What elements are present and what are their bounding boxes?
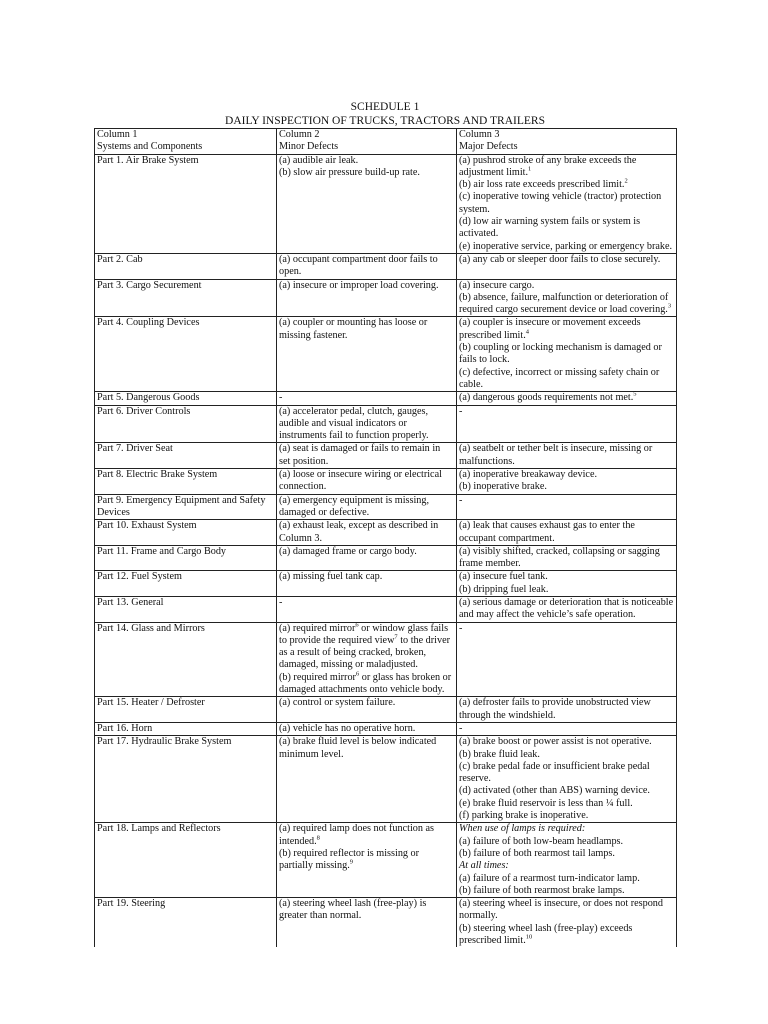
minor-defect-item: (a) accelerator pedal, clutch, gauges, audible and visual indicators or instruments fail to function properly. (279, 405, 429, 442)
defect-text: (d) low air warning system fails or system is activated. (459, 216, 641, 240)
minor-defects-cell (277, 253, 457, 279)
minor-defects-cell (277, 622, 457, 697)
major-defect-item (459, 584, 674, 596)
defect-text: (b) required reflector is missing or partially missing. (279, 847, 420, 872)
defect-text: (e) brake fluid reservoir is less than ¼ full. (459, 797, 633, 809)
table-row (95, 469, 677, 495)
part-label: Part 16. Horn (97, 722, 153, 734)
part-label: Part 2. Cab (97, 253, 143, 265)
header-column-1: Column 1 Systems and Components (95, 129, 277, 155)
minor-defects-cell (277, 154, 457, 253)
minor-defect-item: (a) occupant compartment door fails to open. (279, 253, 438, 278)
minor-defect-item (279, 623, 454, 672)
part-label: Part 11. Frame and Cargo Body (97, 545, 227, 557)
minor-defect-item: - (279, 392, 283, 404)
defect-text: - (459, 622, 463, 634)
defect-text: (a) visibly shifted, cracked, collapsing or sagging frame member. (459, 545, 660, 570)
minor-defect-item: - (279, 596, 283, 608)
minor-defects-cell (277, 823, 457, 898)
document-page (94, 100, 676, 947)
defect-text: (b) required mirror (279, 671, 356, 683)
minor-defects-cell (277, 736, 457, 823)
major-defect-item (459, 860, 674, 872)
system-component-cell (95, 571, 277, 597)
major-defect-item (459, 848, 674, 860)
table-row (95, 494, 677, 520)
schedule-subtitle: DAILY INSPECTION OF TRUCKS, TRACTORS AND TRAILERS (225, 115, 545, 127)
major-defects-cell (457, 736, 677, 823)
part-label: Part 4. Coupling Devices (97, 317, 200, 329)
major-defect-item (459, 406, 674, 418)
major-defect-item (459, 241, 674, 253)
defect-text: (b) air loss rate exceeds prescribed limit. (459, 179, 625, 191)
table-row (95, 279, 677, 317)
table-row (95, 253, 677, 279)
major-defect-item (459, 155, 674, 180)
footnote-ref: 5 (633, 390, 637, 398)
part-label: Part 10. Exhaust System (97, 520, 197, 532)
major-defect-item (459, 280, 674, 292)
minor-defect-item: (a) brake fluid level is below indicated minimum level. (279, 736, 437, 760)
defect-text: (b) steering wheel lash (free-play) exceeds prescribed limit. (459, 922, 633, 946)
table-row (95, 736, 677, 823)
system-component-cell (95, 545, 277, 571)
table-row (95, 697, 677, 723)
major-defects-cell (457, 469, 677, 495)
major-defect-item (459, 191, 674, 216)
major-defects-cell (457, 545, 677, 571)
defect-text: (b) dripping fuel leak. (459, 583, 549, 595)
minor-defects-cell (277, 392, 457, 405)
table-row (95, 392, 677, 405)
major-defects-cell (457, 443, 677, 469)
minor-defect-item: (a) missing fuel tank cap. (279, 571, 383, 583)
major-defect-item (459, 520, 674, 545)
major-defect-item (459, 179, 674, 191)
footnote-ref: 7 (394, 633, 398, 641)
minor-defect-item: (a) audible air leak. (279, 154, 359, 166)
major-defects-cell (457, 154, 677, 253)
minor-defects-cell (277, 469, 457, 495)
major-defect-item (459, 623, 674, 635)
defect-text: (a) required lamp does not function as intended. (279, 823, 435, 847)
table-body (95, 154, 677, 947)
major-defects-cell (457, 392, 677, 405)
defect-text: (a) insecure fuel tank. (459, 571, 548, 583)
defect-text: (a) steering wheel is insecure, or does not respond normally. (459, 898, 663, 922)
table-row (95, 823, 677, 898)
major-defect-item (459, 898, 674, 923)
inspection-table (94, 128, 677, 947)
minor-defect-item: (a) coupler or mounting has loose or missing fastener. (279, 317, 428, 341)
defect-text: (b) brake fluid leak. (459, 748, 540, 760)
defect-text: (a) failure of both low-beam headlamps. (459, 835, 624, 847)
major-defects-cell (457, 520, 677, 546)
minor-defects-cell (277, 279, 457, 317)
system-component-cell (95, 722, 277, 735)
part-label: Part 7. Driver Seat (97, 443, 173, 455)
system-component-cell (95, 154, 277, 253)
part-label: Part 12. Fuel System (97, 571, 182, 583)
major-defect-item (459, 367, 674, 392)
table-row (95, 622, 677, 697)
defect-text: or glass has broken or damaged attachments onto vehicle body. (279, 671, 452, 696)
part-label: Part 9. Emergency Equipment and Safety Devices (97, 494, 266, 518)
footnote-ref: 4 (525, 328, 530, 336)
major-defects-cell (457, 494, 677, 520)
defect-text: (a) defroster fails to provide unobstructed view through the windshield. (459, 697, 651, 721)
major-defect-item (459, 254, 674, 266)
system-component-cell (95, 622, 277, 697)
defect-text: When use of lamps is required: (459, 823, 586, 835)
minor-defect-item: (a) steering wheel lash (free-play) is greater than normal. (279, 898, 427, 922)
minor-defect-item: (b) slow air pressure build-up rate. (279, 166, 420, 178)
table-row (95, 596, 677, 622)
defect-text: (a) failure of a rearmost turn-indicator lamp. (459, 872, 640, 884)
table-row (95, 317, 677, 392)
footnote-ref: 10 (525, 933, 533, 941)
major-defect-item (459, 810, 674, 822)
major-defects-cell (457, 317, 677, 392)
defect-text: (c) brake pedal fade or insufficient brake pedal reserve. (459, 760, 650, 785)
defect-text: (a) brake boost or power assist is not operative. (459, 736, 652, 748)
defect-text: At all times: (459, 860, 509, 872)
minor-defect-item: (a) insecure or improper load covering. (279, 279, 439, 291)
defect-text: (a) leak that causes exhaust gas to enter the occupant compartment. (459, 520, 635, 544)
major-defect-item (459, 481, 674, 493)
defect-text: (a) insecure cargo. (459, 279, 535, 291)
major-defects-cell (457, 722, 677, 735)
defect-text: (b) inoperative brake. (459, 481, 547, 493)
system-component-cell (95, 317, 277, 392)
minor-defect-item (279, 672, 454, 697)
minor-defects-cell (277, 898, 457, 948)
defect-text: (b) failure of both rearmost brake lamps. (459, 884, 625, 896)
minor-defects-cell (277, 520, 457, 546)
minor-defect-item: (a) control or system failure. (279, 697, 396, 709)
footnote-ref: 8 (316, 834, 320, 842)
major-defects-cell (457, 253, 677, 279)
major-defect-item (459, 736, 674, 748)
major-defects-cell (457, 622, 677, 697)
defect-text: (a) dangerous goods requirements not met. (459, 392, 634, 404)
defect-text: or window glass fails to provide the required view (279, 622, 449, 646)
defect-text: (c) inoperative towing vehicle (tractor) protection system. (459, 191, 662, 215)
table-row (95, 443, 677, 469)
table-row (95, 571, 677, 597)
table-row (95, 545, 677, 571)
major-defects-cell (457, 823, 677, 898)
major-defects-cell (457, 571, 677, 597)
major-defect-item (459, 785, 674, 797)
defect-text: (b) absence, failure, malfunction or deterioration of required cargo securement device or load covering. (459, 291, 669, 316)
system-component-cell (95, 469, 277, 495)
major-defect-item (459, 495, 674, 507)
system-component-cell (95, 520, 277, 546)
minor-defect-item (279, 823, 454, 848)
defect-text: (a) pushrod stroke of any brake exceeds the adjustment limit. (459, 154, 637, 178)
major-defect-item (459, 823, 674, 835)
system-component-cell (95, 596, 277, 622)
part-label: Part 19. Steering (97, 898, 166, 910)
defect-text: (c) defective, incorrect or missing safety chain or cable. (459, 366, 660, 390)
footnote-ref: 3 (667, 302, 672, 310)
part-label: Part 14. Glass and Mirrors (97, 622, 205, 634)
defect-text: - (459, 722, 463, 734)
part-label: Part 8. Electric Brake System (97, 469, 218, 481)
major-defect-item (459, 761, 674, 786)
defect-text: (e) inoperative service, parking or emergency brake. (459, 240, 673, 252)
defect-text: (a) required mirror (279, 622, 356, 634)
system-component-cell (95, 736, 277, 823)
system-component-cell (95, 253, 277, 279)
major-defect-item (459, 469, 674, 481)
major-defects-cell (457, 596, 677, 622)
minor-defects-cell (277, 571, 457, 597)
table-row (95, 154, 677, 253)
major-defect-item (459, 749, 674, 761)
major-defect-item (459, 317, 674, 342)
footnote-ref: 2 (624, 177, 628, 185)
minor-defects-cell (277, 494, 457, 520)
major-defect-item (459, 292, 674, 317)
major-defect-item (459, 798, 674, 810)
major-defect-item (459, 392, 674, 404)
major-defect-item (459, 342, 674, 367)
schedule-title: SCHEDULE 1 (350, 101, 420, 113)
minor-defect-item (279, 848, 454, 873)
major-defect-item (459, 873, 674, 885)
system-component-cell (95, 392, 277, 405)
table-row (95, 722, 677, 735)
major-defects-cell (457, 405, 677, 443)
minor-defects-cell (277, 443, 457, 469)
major-defect-item (459, 836, 674, 848)
part-label: Part 18. Lamps and Reflectors (97, 823, 221, 835)
system-component-cell (95, 279, 277, 317)
major-defect-item (459, 923, 674, 948)
table-row (95, 520, 677, 546)
major-defect-item (459, 571, 674, 583)
defect-text: to the driver as a result of being cracked, broken, damaged, missing or maladjusted. (279, 634, 451, 671)
defect-text: (a) inoperative breakaway device. (459, 469, 598, 481)
defect-text: (d) activated (other than ABS) warning device. (459, 785, 650, 797)
table-row (95, 898, 677, 948)
system-component-cell (95, 898, 277, 948)
defect-text: (b) coupling or locking mechanism is damaged or fails to lock. (459, 342, 662, 366)
part-label: Part 1. Air Brake System (97, 154, 199, 166)
minor-defects-cell (277, 545, 457, 571)
major-defect-item (459, 546, 674, 571)
major-defects-cell (457, 697, 677, 723)
major-defect-item (459, 597, 674, 622)
part-label: Part 5. Dangerous Goods (97, 392, 200, 404)
defect-text: (b) failure of both rearmost tail lamps. (459, 847, 615, 859)
system-component-cell (95, 823, 277, 898)
part-label: Part 13. General (97, 596, 164, 608)
minor-defect-item: (a) exhaust leak, except as described in Column 3. (279, 520, 439, 544)
part-label: Part 3. Cargo Securement (97, 279, 202, 291)
major-defect-item (459, 723, 674, 735)
part-label: Part 6. Driver Controls (97, 405, 191, 417)
defect-text: (a) any cab or sleeper door fails to close securely. (459, 253, 661, 265)
major-defect-item (459, 443, 674, 468)
defect-text: (f) parking brake is inoperative. (459, 810, 589, 822)
system-component-cell (95, 405, 277, 443)
footnote-ref: 6 (355, 621, 359, 629)
part-label: Part 17. Hydraulic Brake System (97, 736, 232, 748)
footnote-ref: 9 (349, 858, 353, 866)
minor-defect-item: (a) loose or insecure wiring or electrical connection. (279, 469, 442, 493)
defect-text: - (459, 405, 463, 417)
table-header-row (95, 129, 677, 155)
minor-defects-cell (277, 317, 457, 392)
footnote-ref: 1 (528, 165, 532, 173)
minor-defects-cell (277, 405, 457, 443)
minor-defects-cell (277, 596, 457, 622)
minor-defect-item: (a) damaged frame or cargo body. (279, 545, 417, 557)
header-column-3: Column 3 Major Defects (457, 129, 677, 155)
major-defect-item (459, 216, 674, 241)
major-defects-cell (457, 898, 677, 948)
major-defect-item (459, 885, 674, 897)
defect-text: - (459, 494, 463, 506)
header-column-2: Column 2 Minor Defects (277, 129, 457, 155)
minor-defect-item: (a) seat is damaged or fails to remain in set position. (279, 443, 441, 467)
defect-text: (a) serious damage or deterioration that is noticeable and may affect the vehicle’s safe operation. (459, 596, 674, 621)
footnote-ref: 6 (355, 670, 360, 678)
part-label: Part 15. Heater / Defroster (97, 697, 205, 709)
minor-defect-item: (a) vehicle has no operative horn. (279, 722, 416, 734)
defect-text: (a) coupler is insecure or movement exceeds prescribed limit. (459, 317, 641, 341)
system-component-cell (95, 494, 277, 520)
table-row (95, 405, 677, 443)
major-defect-item (459, 697, 674, 722)
minor-defect-item: (a) emergency equipment is missing, damaged or defective. (279, 494, 430, 518)
system-component-cell (95, 697, 277, 723)
system-component-cell (95, 443, 277, 469)
major-defects-cell (457, 279, 677, 317)
minor-defects-cell (277, 697, 457, 723)
minor-defects-cell (277, 722, 457, 735)
defect-text: (a) seatbelt or tether belt is insecure, missing or malfunctions. (459, 443, 653, 467)
